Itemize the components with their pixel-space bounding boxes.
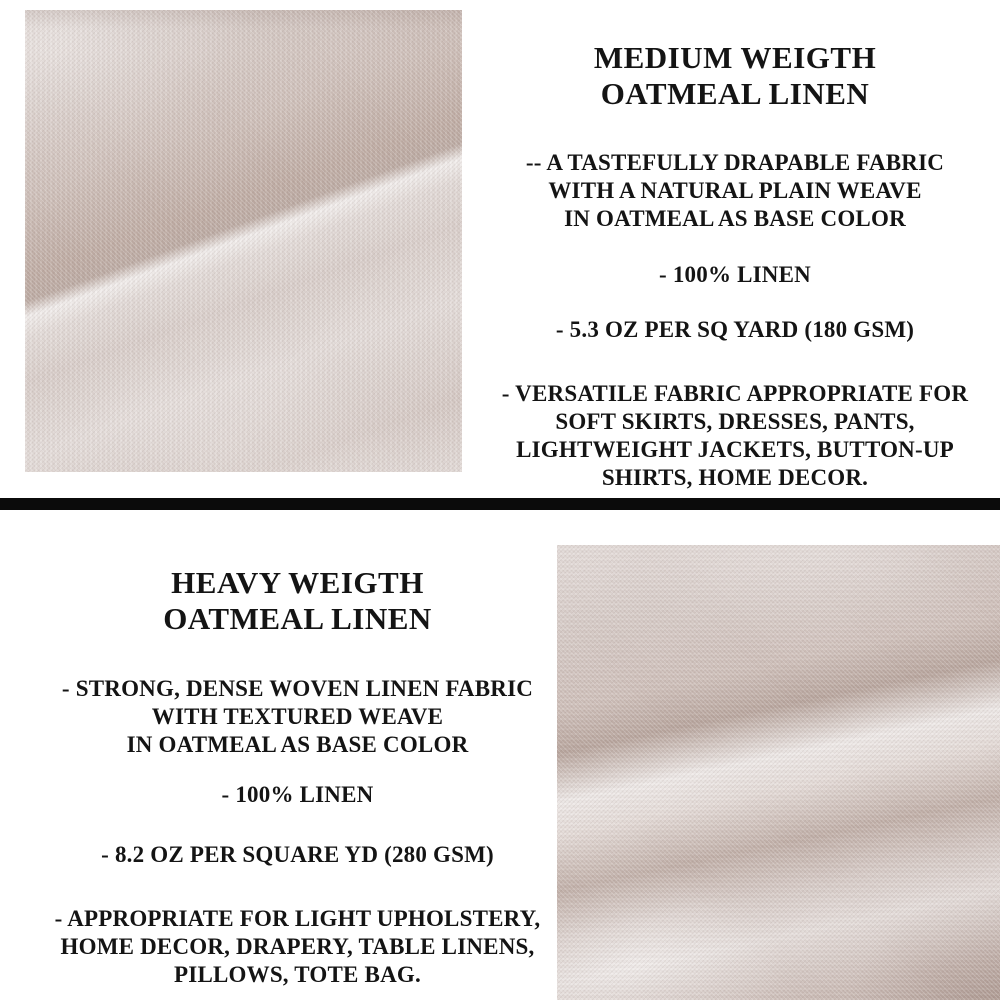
description-line: -- A TASTEFULLY DRAPABLE FABRIC [525,150,945,175]
uses-line: HOME DECOR, DRAPERY, TABLE LINENS, [60,934,535,959]
heavy-weight-oatmeal-linen-photo [557,545,1000,1000]
heavy-linen-title [15,565,580,637]
heavy-linen-uses [15,905,580,989]
heavy-linen-description [15,675,580,759]
description-line: WITH A NATURAL PLAIN WEAVE [548,178,922,203]
medium-linen-composition [470,261,1000,289]
heavy-linen-text-panel [15,565,580,989]
medium-linen-text-panel [470,40,1000,492]
heavy-linen-composition [15,781,580,809]
title-line: HEAVY WEIGTH [171,565,424,600]
heavy-linen-weight-spec [15,841,580,869]
section-divider [0,498,1000,510]
uses-line: - APPROPRIATE FOR LIGHT UPHOLSTERY, [54,906,541,931]
medium-linen-weight-spec [470,316,1000,344]
uses-line: LIGHTWEIGHT JACKETS, BUTTON-UP [516,437,954,462]
weight-spec-line: - 5.3 OZ PER SQ YARD (180 GSM) [555,317,915,342]
uses-line: - VERSATILE FABRIC APPROPRIATE FOR [501,381,969,406]
uses-line: SOFT SKIRTS, DRESSES, PANTS, [555,409,915,434]
title-line: OATMEAL LINEN [163,601,432,636]
description-line: WITH TEXTURED WEAVE [151,704,444,729]
composition-line: - 100% LINEN [659,262,811,287]
title-line: OATMEAL LINEN [600,76,870,111]
description-line: IN OATMEAL AS BASE COLOR [126,732,469,757]
medium-weight-oatmeal-linen-photo [25,10,462,472]
description-line: IN OATMEAL AS BASE COLOR [564,206,906,231]
title-line: MEDIUM WEIGTH [593,40,877,75]
description-line: - STRONG, DENSE WOVEN LINEN FABRIC [61,676,534,701]
medium-linen-description [470,149,1000,233]
medium-linen-uses [470,380,1000,492]
uses-line: PILLOWS, TOTE BAG. [174,962,421,987]
composition-line: - 100% LINEN [221,782,374,807]
medium-linen-title [470,40,1000,112]
weight-spec-line: - 8.2 OZ PER SQUARE YD (280 GSM) [101,842,494,867]
uses-line: SHIRTS, HOME DECOR. [601,465,869,490]
